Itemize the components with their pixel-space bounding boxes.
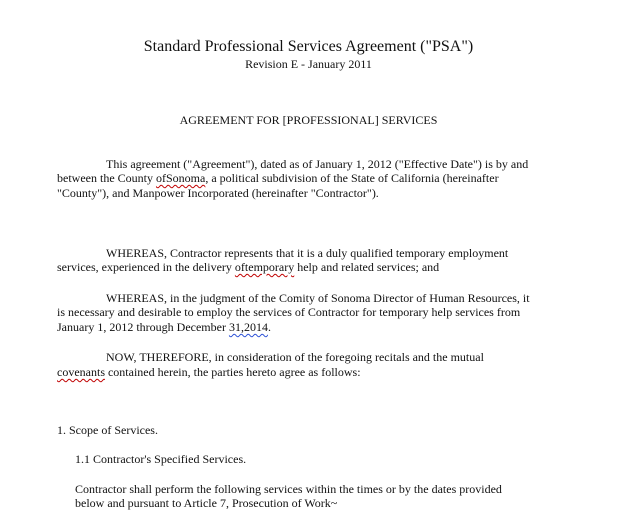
whereas2-line-3-start: January 1, 2012 through December (57, 320, 229, 334)
spelling-error-covenants[interactable]: covenants (57, 365, 105, 379)
intro-line-2-start: between the County (57, 171, 156, 185)
section-1-heading: 1. Scope of Services. (57, 423, 158, 437)
document-title: Standard Professional Services Agreement ("PSA") (143, 38, 474, 55)
agreement-heading: AGREEMENT FOR [PROFESSIONAL] SERVICES (179, 113, 438, 127)
section-1-1-heading: 1.1 Contractor's Specified Services. (75, 452, 247, 466)
whereas1-line-1: WHEREAS, Contractor represents that it is a duly qualified temporary employment (106, 246, 509, 260)
section-1-1-line-1: Contractor shall perform the following services within the times or by the dates provided (75, 482, 502, 496)
whereas1-line-2-end: help and related services; and (294, 260, 440, 274)
whereas1-line-2 (57, 260, 439, 274)
intro-line-3: "County"), and Manpower Incorporated (hereinafter "Contractor"). (57, 186, 379, 200)
intro-line-2-end: , a political subdivision of the State of California (hereinafter (205, 171, 499, 185)
now-therefore-line-2-end: contained herein, the parties hereto agree as follows: (104, 365, 361, 379)
grammar-error-date[interactable]: 31,2014 (228, 320, 268, 334)
whereas2-line-3-end: . (267, 320, 271, 334)
intro-line-2 (57, 171, 499, 185)
section-1-1-line-2: below and pursuant to Article 7, Prosecution of Work~ (75, 496, 338, 510)
now-therefore-line-1: NOW, THEREFORE, in consideration of the foregoing recitals and the mutual (106, 350, 484, 364)
whereas2-line-3 (57, 320, 271, 334)
whereas2-line-2: is necessary and desirable to employ the services of Contractor for temporary help services from (57, 305, 521, 319)
revision-line: Revision E - January 2011 (245, 57, 372, 71)
intro-line-1: This agreement ("Agreement"), dated as of January 1, 2012 ("Effective Date") is by and (106, 157, 529, 171)
whereas2-line-1: WHEREAS, in the judgment of the Comity of Sonoma Director of Human Resources, it (106, 291, 530, 305)
spelling-error-ofsonoma[interactable]: ofSonoma (155, 171, 206, 185)
spelling-error-oftemporary[interactable]: oftemporary (234, 260, 295, 274)
now-therefore-line-2 (57, 365, 361, 379)
whereas1-line-2-start: services, experienced in the delivery (57, 260, 235, 274)
